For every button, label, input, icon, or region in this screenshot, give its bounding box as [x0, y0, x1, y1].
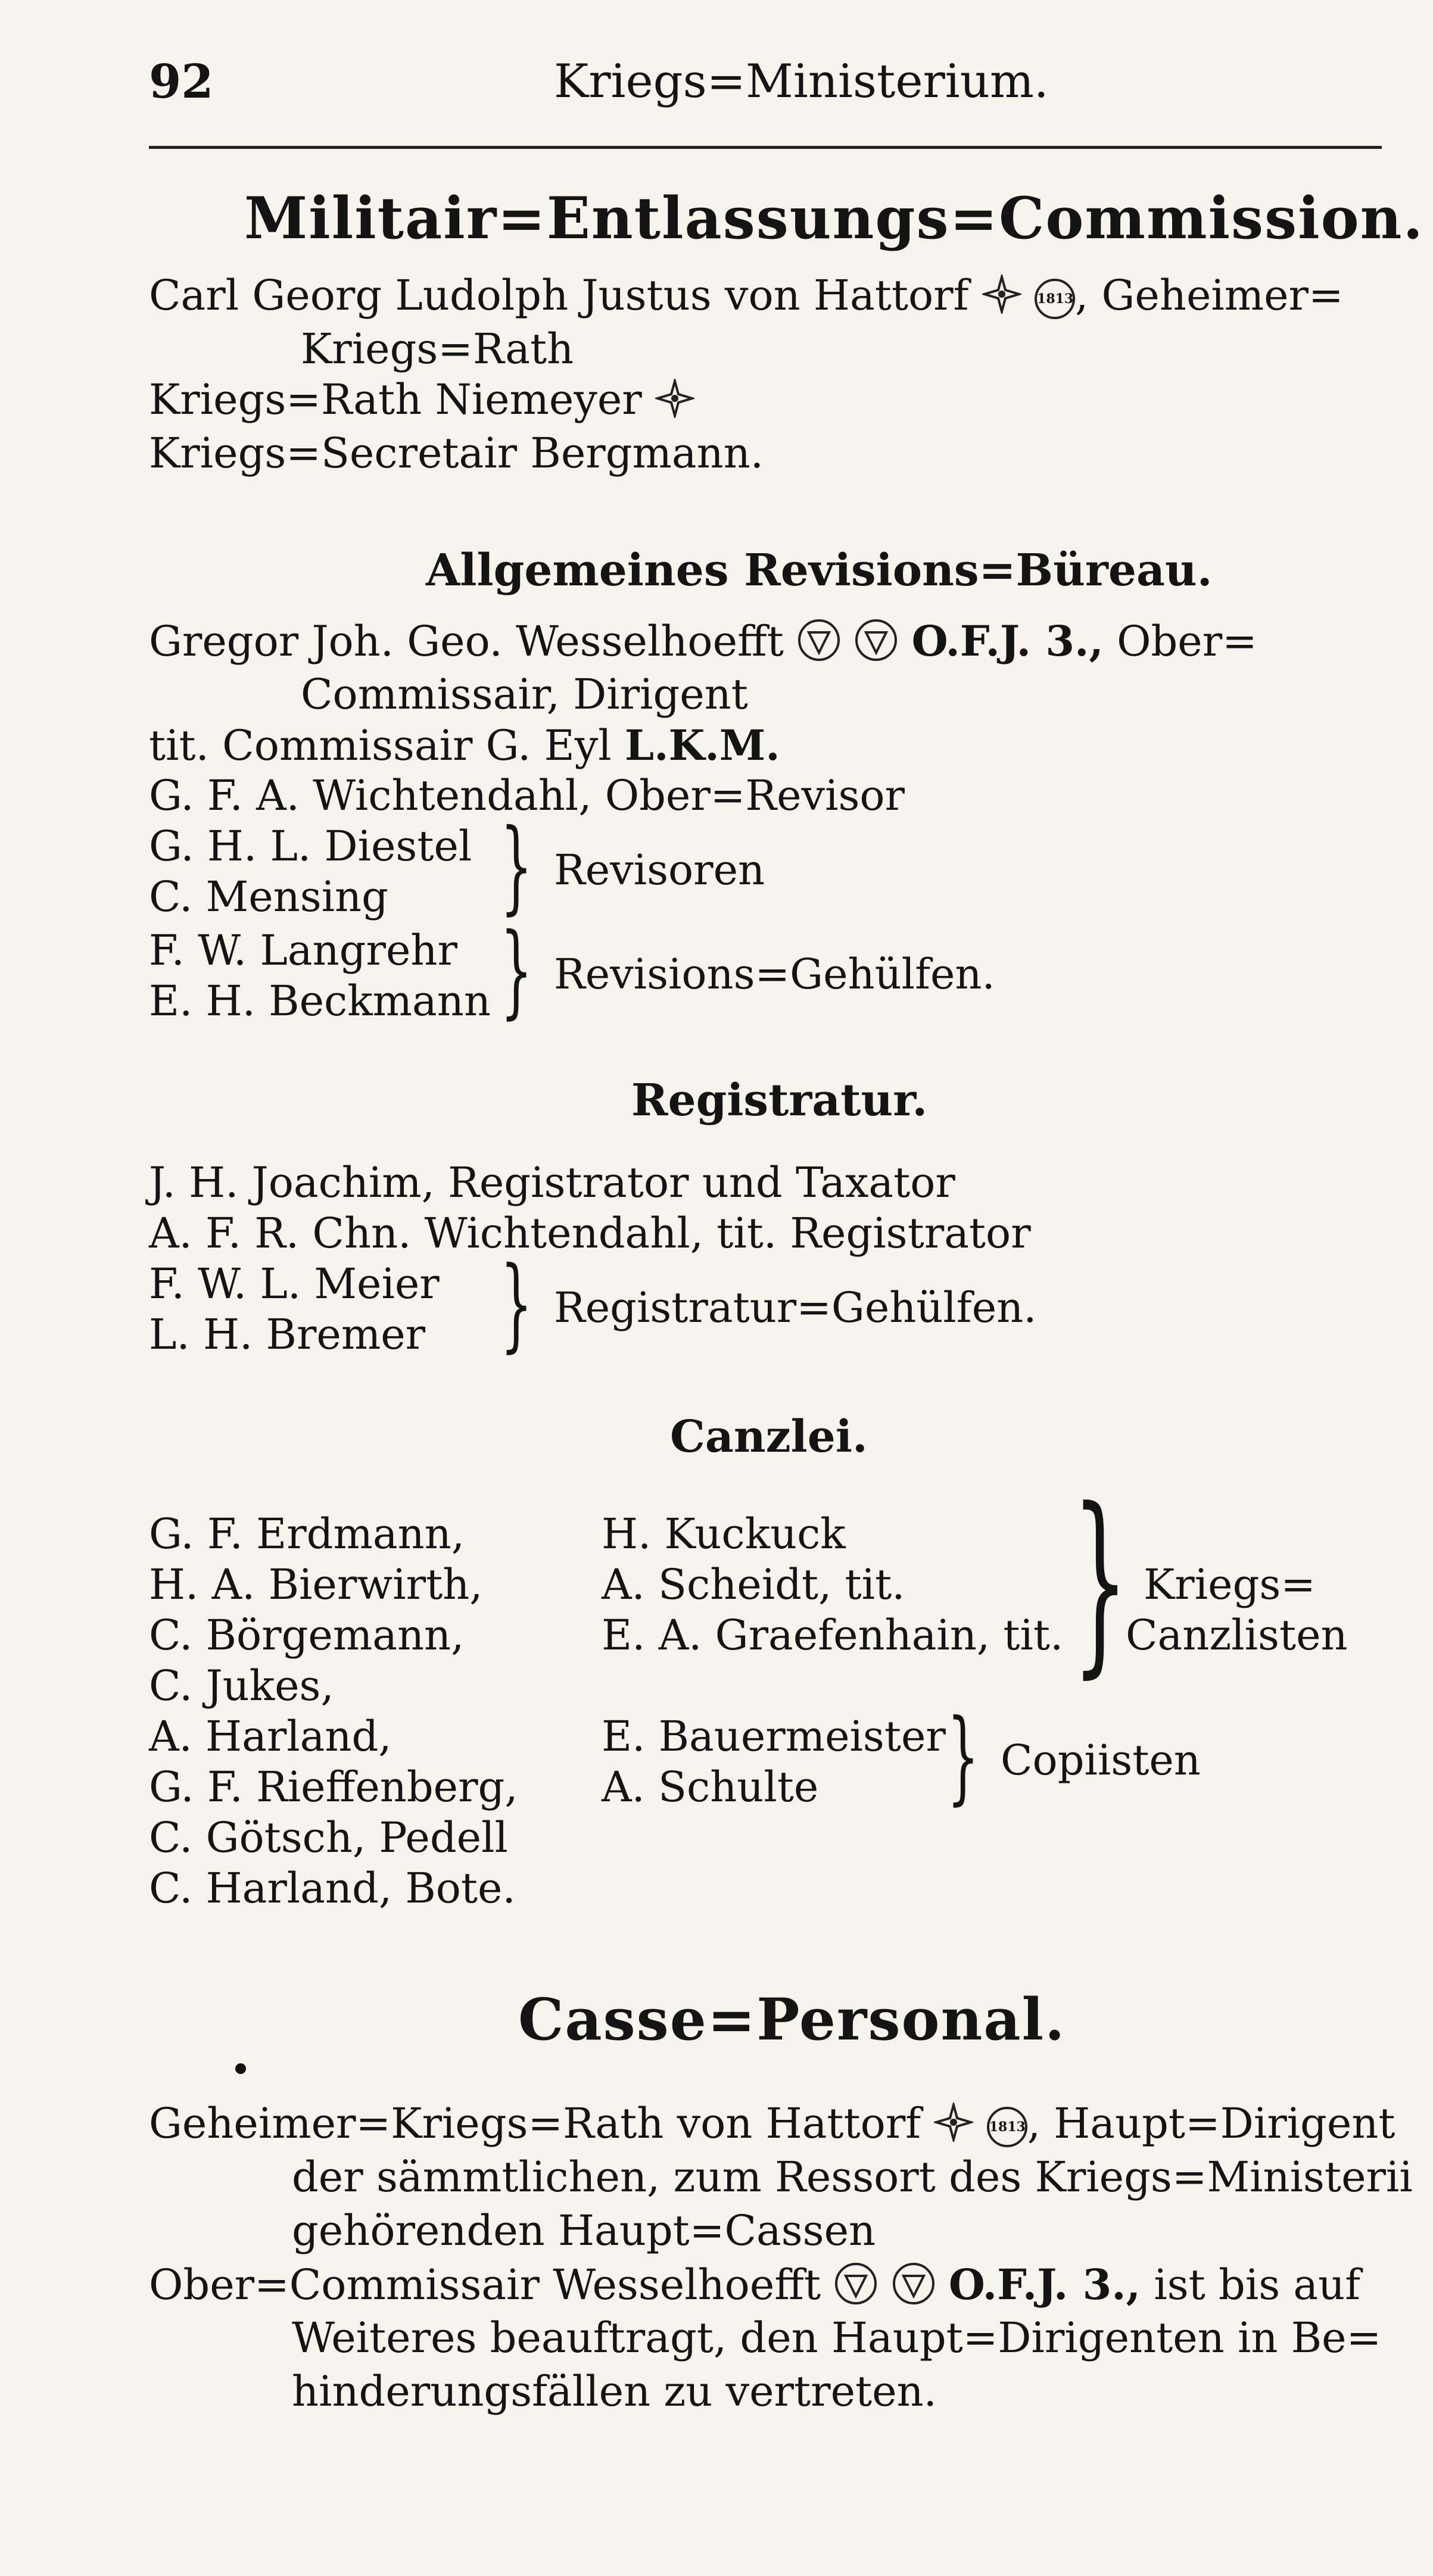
order-abbrev: O.F.J. 3., — [911, 616, 1104, 666]
canzlei-right-2: A. Scheidt, tit. — [602, 1560, 905, 1609]
section-title-revisions: Allgemeines Revisions=Büreau. — [426, 545, 1213, 596]
militair-line-1 — [149, 271, 1344, 324]
header-rule — [149, 146, 1382, 149]
casse-line-4-text: Ober=Commissair Wesselhoefft — [149, 2260, 821, 2309]
running-title: Kriegs=Ministerium. — [554, 55, 1049, 108]
casse-line-4-post: ist bis auf — [1154, 2260, 1361, 2309]
canzlei-right-1: H. Kuckuck — [602, 1510, 846, 1558]
revisions-line-6: F. W. Langrehr — [149, 926, 457, 975]
revisions-line-2 — [149, 721, 780, 770]
registratur-line-2: A. F. R. Chn. Wichtendahl, tit. Registrator — [149, 1209, 1031, 1258]
guelphic-shield-icon — [854, 618, 898, 672]
revisions-line-1-post: Ober= — [1117, 617, 1257, 666]
order-cross-icon — [655, 379, 694, 428]
casse-line-1 — [149, 2099, 1395, 2152]
canzlisten-label-2: Canzlisten — [1126, 1611, 1348, 1660]
order-cross-icon — [982, 275, 1021, 324]
registratur-group-label: Registratur=Gehülfen. — [554, 1283, 1037, 1332]
canzlei-left-3: C. Börgemann, — [149, 1611, 465, 1660]
order-cross-icon — [934, 2103, 973, 2152]
guelphic-shield-icon — [834, 2262, 878, 2316]
canzlei-left-6: G. F. Rieffenberg, — [149, 1763, 518, 1811]
casse-line-2: der sämmtlichen, zum Ressort des Kriegs=Ministerii — [292, 2153, 1413, 2201]
brace: } — [947, 1698, 980, 1816]
section-title-militair: Militair=Entlassungs=Commission. — [244, 185, 1424, 252]
militair-line-2-text: Kriegs=Rath Niemeyer — [149, 375, 642, 424]
canzlei-left-7: C. Götsch, Pedell — [149, 1813, 508, 1862]
casse-line-3: gehörenden Haupt=Cassen — [292, 2206, 876, 2255]
revisions-line-3: G. F. A. Wichtendahl, Ober=Revisor — [149, 771, 905, 820]
copiisten-label: Copiisten — [1001, 1736, 1201, 1785]
medal-1813-icon: 1813 — [1035, 279, 1075, 319]
casse-line-6: hinderungsfällen zu vertreten. — [292, 2367, 937, 2416]
copiisten-1: E. Bauermeister — [602, 1712, 946, 1761]
brace: } — [1072, 1467, 1129, 1695]
brace: } — [500, 1245, 533, 1363]
canzlei-left-1: G. F. Erdmann, — [149, 1510, 465, 1558]
guelphic-shield-icon — [892, 2262, 936, 2316]
revisions-line-5: C. Mensing — [149, 872, 388, 921]
page-number: 92 — [149, 55, 214, 109]
casse-line-5: Weiteres beauftragt, den Haupt=Dirigenten in Be= — [292, 2313, 1382, 2362]
casse-line-1-text: Geheimer=Kriegs=Rath von Hattorf — [149, 2099, 921, 2148]
registratur-line-3: F. W. L. Meier — [149, 1259, 440, 1308]
copiisten-2: A. Schulte — [602, 1763, 819, 1811]
section-title-registratur: Registratur. — [631, 1075, 928, 1126]
militair-line-1-post: , Geheimer= — [1075, 271, 1344, 320]
revisions-line-1 — [149, 616, 1257, 672]
order-abbrev: O.F.J. 3., — [948, 2260, 1141, 2309]
revisions-line-1-text: Gregor Joh. Geo. Wesselhoefft — [149, 617, 784, 666]
guelphic-shield-icon — [797, 618, 841, 672]
militair-line-1-cont: Kriegs=Rath — [301, 325, 574, 373]
registratur-line-1: J. H. Joachim, Registrator und Taxator — [149, 1158, 955, 1207]
militair-line-2 — [149, 375, 694, 428]
militair-line-1-text: Carl Georg Ludolph Justus von Hattorf — [149, 271, 969, 320]
revisions-line-2-text: tit. Commissair G. Eyl — [149, 721, 612, 770]
canzlei-left-8: C. Harland, Bote. — [149, 1864, 516, 1913]
revisions-group-2-label: Revisions=Gehülfen. — [554, 950, 995, 999]
militair-line-3: Kriegs=Secretair Bergmann. — [149, 429, 764, 478]
casse-line-4 — [149, 2260, 1360, 2316]
canzlei-right-3: E. A. Graefenhain, tit. — [602, 1611, 1064, 1660]
section-title-casse: Casse=Personal. — [518, 1986, 1066, 2053]
revisions-line-4: G. H. L. Diestel — [149, 822, 472, 871]
print-dot — [235, 2063, 246, 2074]
medal-1813-icon: 1813 — [987, 2107, 1027, 2147]
section-title-canzlei: Canzlei. — [670, 1411, 868, 1462]
canzlei-left-5: A. Harland, — [149, 1712, 392, 1761]
casse-line-1-post: , Haupt=Dirigent — [1027, 2099, 1395, 2148]
revisions-line-1-cont: Commissair, Dirigent — [301, 670, 748, 719]
brace: } — [500, 912, 533, 1030]
revisions-line-7: E. H. Beckmann — [149, 977, 491, 1025]
canzlei-left-2: H. A. Bierwirth, — [149, 1560, 483, 1609]
revisions-group-1-label: Revisoren — [554, 846, 765, 894]
canzlisten-label-1: Kriegs= — [1144, 1560, 1316, 1609]
brace: } — [500, 807, 533, 925]
order-abbrev: L.K.M. — [624, 721, 780, 770]
canzlei-left-4: C. Jukes, — [149, 1661, 334, 1710]
registratur-line-4: L. H. Bremer — [149, 1310, 426, 1359]
